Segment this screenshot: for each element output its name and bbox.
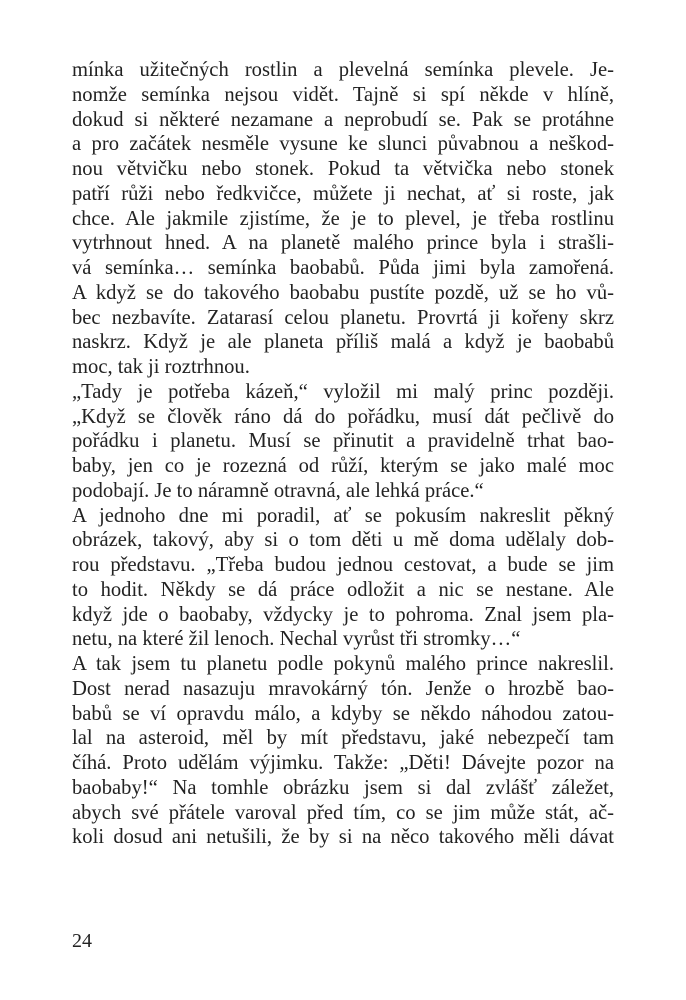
text-line: „Když se člověk ráno dá do pořádku, musí dát pečlivě do	[72, 405, 614, 428]
text-line: podobají. Je to náramně otravná, ale lehká práce.“	[72, 479, 484, 502]
text-line: baby, jen co je rozezná od růží, kterým se jako malé moc	[72, 455, 614, 477]
text-line: patří růži nebo ředkvičce, můžete ji nechat, ať si roste, jak	[72, 182, 614, 205]
text-line: Dost nerad nasazuju mravokárný tón. Jenže o hrozbě bao-	[72, 677, 614, 700]
body-text	[72, 58, 614, 850]
text-line: naskrz. Když je ale planeta příliš malá a když je baobabů	[72, 331, 614, 354]
text-line: vá semínka… semínka baobabů. Půda jimi byla zamořená.	[72, 257, 614, 279]
text-line: abych své přátele varoval před tím, co se jim může stát, ač-	[72, 801, 614, 824]
text-line: A jednoho dne mi poradil, ať se pokusím nakreslit pěkný	[72, 504, 614, 527]
text-line: rou představu. „Třeba budou jednou cestovat, a bude se jim	[72, 554, 614, 576]
text-line: to hodit. Někdy se dá práce odložit a nic se nestane. Ale	[72, 578, 614, 601]
text-line: koli dosud ani netušili, že by si na něco takového měli dávat	[72, 826, 614, 849]
text-line: nomže semínka nejsou vidět. Tajně si spí někde v hlíně,	[72, 83, 614, 106]
text-line: babů se ví opravdu málo, a kdyby se někdo náhodou zatou-	[72, 702, 614, 725]
text-line: A tak jsem tu planetu podle pokynů malého prince nakreslil.	[72, 653, 614, 675]
text-line: lal na asteroid, měl by mít představu, jaké nebezpečí tam	[72, 727, 614, 750]
text-line: když jde o baobaby, vždycky je to pohroma. Znal jsem pla-	[72, 603, 614, 626]
text-line: a pro začátek nesměle vysune ke slunci půvabnou a neškod-	[72, 133, 614, 156]
text-line: mínka užitečných rostlin a plevelná semínka plevele. Je-	[72, 59, 614, 81]
text-line: obrázek, takový, aby si o tom děti u mě doma udělaly dob-	[72, 529, 614, 552]
page-number: 24	[72, 930, 92, 952]
text-line: A když se do takového baobabu pustíte pozdě, už se ho vů-	[72, 281, 614, 304]
text-line: „Tady je potřeba kázeň,“ vyložil mi malý princ později.	[72, 380, 614, 403]
text-line: netu, na které žil lenoch. Nechal vyrůst tři stromky…“	[72, 628, 521, 651]
text-line: číhá. Proto udělám výjimku. Takže: „Děti! Dávejte pozor na	[72, 752, 614, 774]
text-line: chce. Ale jakmile zjistíme, že je to plevel, je třeba rostlinu	[72, 207, 614, 230]
text-line: pořádku i planetu. Musí se přinutit a pravidelně trhat bao-	[72, 430, 614, 453]
text-line: bec nezbavíte. Zatarasí celou planetu. Provrtá ji kořeny skrz	[72, 306, 614, 329]
text-line: nou větvičku nebo stonek. Pokud ta větvička nebo stonek	[72, 158, 614, 180]
text-line: baobaby!“ Na tomhle obrázku jsem si dal zvlášť záležet,	[72, 776, 614, 799]
text-line: moc, tak ji roztrhnou.	[72, 356, 250, 378]
text-line: dokud si některé nezamane a neprobudí se. Pak se protáhne	[72, 108, 614, 131]
text-line: vytrhnout hned. A na planetě malého prince byla i strašli-	[72, 232, 614, 255]
